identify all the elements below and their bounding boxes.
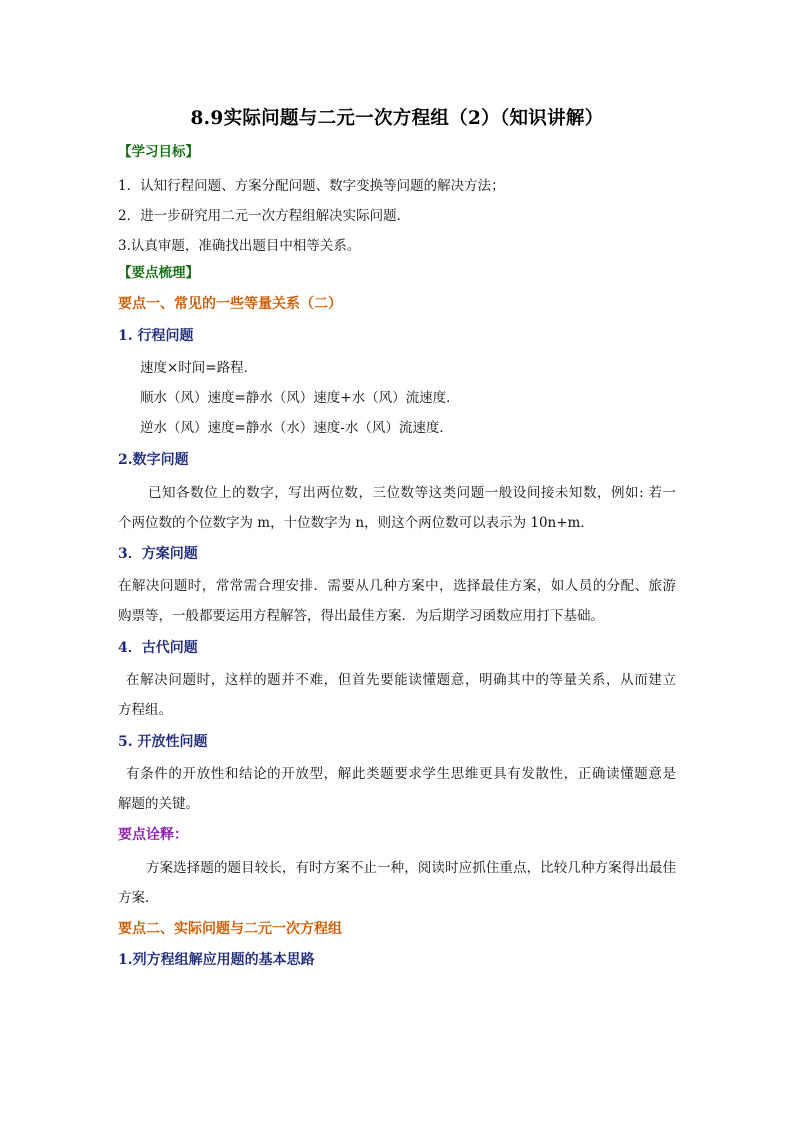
- number-line: 个两位数的个位数字为 m，十位数字为 n，则这个两位数可以表示为 10n+m．: [118, 515, 594, 531]
- note-line: 方案选择题的题目较长，有时方案不止一种，阅读时应抓住重点，比较几种方案得出最佳: [146, 860, 676, 876]
- ancient-line: 方程组。: [118, 702, 172, 718]
- section-number-heading: 2.数字问题: [118, 452, 189, 468]
- objective-item: 3.认真审题，准确找出题目中相等关系。: [118, 238, 361, 254]
- section-travel-heading: 1. 行程问题: [118, 328, 194, 344]
- note-line: 方案．: [118, 890, 159, 906]
- number-line: 已知各数位上的数字，写出两位数，三位数等这类问题一般设间接未知数，例如: 若一: [148, 485, 676, 501]
- keypoint-two-heading: 要点二、实际问题与二元一次方程组: [118, 921, 342, 937]
- objective-item: 1．认知行程问题、方案分配问题、数字变换等问题的解决方法；: [118, 178, 505, 194]
- note-heading: 要点诠释：: [118, 827, 188, 843]
- objectives-heading: 【学习目标】: [118, 144, 199, 160]
- keypoint-one-heading: 要点一、常见的一些等量关系（二）: [118, 296, 342, 312]
- ancient-line: 在解决问题时，这样的题并不难，但首先要能读懂题意，明确其中的等量关系，从而建立: [126, 672, 676, 688]
- plan-line: 在解决问题时，常常需合理安排．需要从几种方案中，选择最佳方案，如人员的分配、旅游: [118, 578, 676, 594]
- section-ancient-heading: 4．古代问题: [118, 640, 198, 656]
- travel-line: 逆水（风）速度=静水（水）速度-水（风）流速度．: [140, 420, 453, 436]
- keypoints-heading: 【要点梳理】: [118, 265, 199, 281]
- section-plan-heading: 3．方案问题: [118, 546, 198, 562]
- travel-line: 速度×时间=路程．: [140, 360, 258, 376]
- document-title: 8.9实际问题与二元一次方程组（2）（知识讲解）: [190, 108, 604, 129]
- objective-item: 2．进一步研究用二元一次方程组解决实际问题．: [118, 208, 411, 224]
- travel-line: 顺水（风）速度=静水（风）速度+水（风）流速度．: [140, 390, 460, 406]
- open-line: 解题的关键。: [118, 796, 199, 812]
- keypoint-two-subheading: 1.列方程组解应用题的基本思路: [118, 952, 315, 968]
- open-line: 有条件的开放性和结论的开放型，解此类题要求学生思维更具有发散性，正确读懂题意是: [126, 766, 676, 782]
- plan-line: 购票等，一般都要运用方程解答，得出最佳方案．为后期学习函数应用打下基础。: [118, 608, 604, 624]
- section-open-heading: 5. 开放性问题: [118, 734, 208, 750]
